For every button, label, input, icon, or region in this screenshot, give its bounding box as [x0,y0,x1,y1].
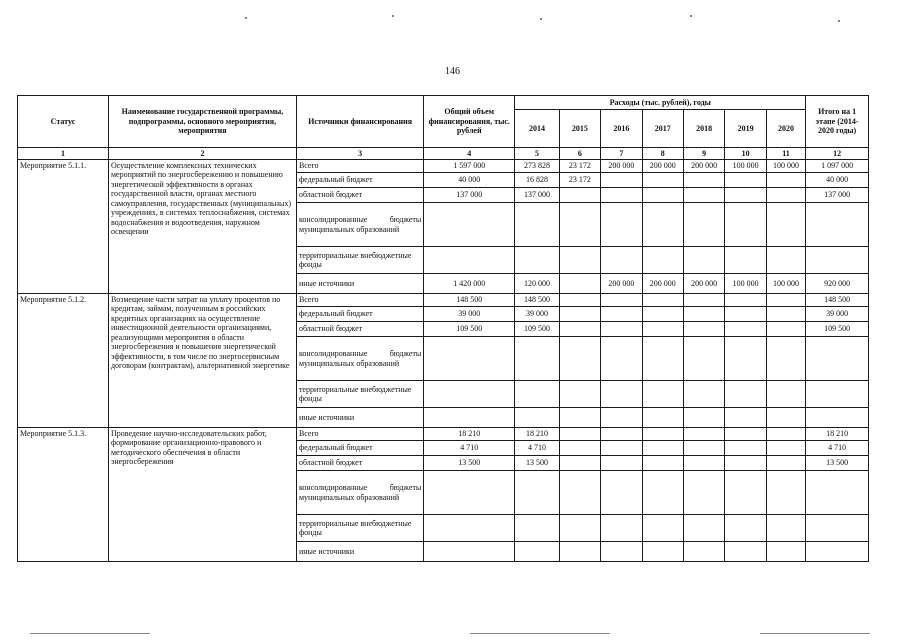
year-amount-cell [601,247,642,274]
total-funding-cell [424,247,515,274]
year-amount-cell [766,515,805,542]
header-year-2017: 2017 [642,110,683,148]
year-amount-cell [601,203,642,247]
year-amount-cell [683,441,724,456]
column-number: 6 [559,148,600,160]
year-amount-cell [559,322,600,337]
year-amount-cell [725,203,766,247]
stage-total-cell [806,247,869,274]
year-amount-cell [642,456,683,471]
column-number: 9 [683,148,724,160]
header-year-2019: 2019 [725,110,766,148]
year-amount-cell [766,456,805,471]
year-amount-cell [559,247,600,274]
year-amount-cell [683,294,724,307]
year-amount-cell [559,441,600,456]
year-amount-cell [766,381,805,408]
year-amount-cell [683,203,724,247]
total-funding-cell: 13 500 [424,456,515,471]
year-amount-cell [515,337,559,381]
stage-total-cell: 18 210 [806,428,869,441]
year-amount-cell: 13 500 [515,456,559,471]
year-amount-cell [601,188,642,203]
year-amount-cell: 200 000 [601,160,642,173]
year-amount-cell: 200 000 [601,274,642,294]
total-funding-cell: 137 000 [424,188,515,203]
scan-speck [245,17,247,19]
funding-source: территориальные внебюджетные фонды [296,381,423,408]
year-amount-cell: 100 000 [766,160,805,173]
year-amount-cell [725,408,766,428]
year-amount-cell [642,173,683,188]
year-amount-cell [515,247,559,274]
year-amount-cell [766,188,805,203]
year-amount-cell [683,428,724,441]
total-funding-cell: 148 500 [424,294,515,307]
column-number: 2 [108,148,296,160]
year-amount-cell [683,307,724,322]
year-amount-cell [725,456,766,471]
header-stage-total: Итого на 1 этапе (2014-2020 годы) [806,96,869,148]
stage-total-cell [806,542,869,562]
stage-total-cell: 137 000 [806,188,869,203]
column-number: 5 [515,148,559,160]
year-amount-cell [683,337,724,381]
table-body [18,160,869,562]
year-amount-cell: 137 000 [515,188,559,203]
year-amount-cell [559,515,600,542]
year-amount-cell [559,188,600,203]
header-year-2018: 2018 [683,110,724,148]
budget-table [17,95,869,562]
year-amount-cell: 23 172 [559,160,600,173]
year-amount-cell [515,381,559,408]
year-amount-cell [559,307,600,322]
year-amount-cell [601,337,642,381]
header-total: Общий объем финансирования, тыс. рублей [424,96,515,148]
table-header [18,96,869,160]
funding-source: территориальные внебюджетные фонды [296,247,423,274]
year-amount-cell: 39 000 [515,307,559,322]
table-row [18,160,869,173]
year-amount-cell [601,173,642,188]
year-amount-cell: 16 828 [515,173,559,188]
year-amount-cell: 100 000 [725,274,766,294]
measure-name: Возмещение части затрат на уплату процентов по кредитам, займам, полученным в российских кредитных организациях на осуществление инвестиционной деятельности организациями, реализующими мероприятия в области энергосбережения и повышения энергетической эффективности, в том числе по энергосервисным договорам (контрактам), альтернативной энергетике [108,294,296,428]
year-amount-cell [766,322,805,337]
year-amount-cell: 273 828 [515,160,559,173]
year-amount-cell [683,408,724,428]
year-amount-cell: 200 000 [683,274,724,294]
funding-source: областной бюджет [296,322,423,337]
year-amount-cell [642,471,683,515]
stage-total-cell: 109 500 [806,322,869,337]
year-amount-cell: 200 000 [642,160,683,173]
year-amount-cell [601,471,642,515]
year-amount-cell [725,337,766,381]
header-year-2020: 2020 [766,110,805,148]
year-amount-cell [642,322,683,337]
scan-speck [690,15,692,17]
year-amount-cell [601,456,642,471]
column-number: 4 [424,148,515,160]
total-funding-cell [424,542,515,562]
year-amount-cell [683,471,724,515]
funding-source: консолидированные бюджеты муниципальных образований [296,337,423,381]
total-funding-cell: 1 420 000 [424,274,515,294]
year-amount-cell [642,307,683,322]
year-amount-cell [725,381,766,408]
total-funding-cell [424,408,515,428]
year-amount-cell [766,441,805,456]
year-amount-cell [559,337,600,381]
year-amount-cell [601,542,642,562]
year-amount-cell: 200 000 [642,274,683,294]
year-amount-cell [725,515,766,542]
year-amount-cell [642,294,683,307]
header-year-2016: 2016 [601,110,642,148]
column-number: 11 [766,148,805,160]
year-amount-cell [642,247,683,274]
year-amount-cell [766,294,805,307]
year-amount-cell [601,322,642,337]
funding-source: консолидированные бюджеты муниципальных образований [296,471,423,515]
year-amount-cell [725,188,766,203]
year-amount-cell: 100 000 [725,160,766,173]
total-funding-cell [424,203,515,247]
total-funding-cell: 18 210 [424,428,515,441]
year-amount-cell [515,408,559,428]
year-amount-cell [766,542,805,562]
year-amount-cell [725,322,766,337]
year-amount-cell [601,307,642,322]
column-number: 8 [642,148,683,160]
total-funding-cell: 4 710 [424,441,515,456]
column-number: 1 [18,148,109,160]
year-amount-cell [766,173,805,188]
stage-total-cell: 39 000 [806,307,869,322]
year-amount-cell [725,542,766,562]
year-amount-cell: 200 000 [683,160,724,173]
funding-source: Всего [296,160,423,173]
year-amount-cell [601,294,642,307]
header-year-2014: 2014 [515,110,559,148]
year-amount-cell [725,441,766,456]
measure-status: Мероприятие 5.1.3. [18,428,109,562]
year-amount-cell [559,274,600,294]
total-funding-cell [424,471,515,515]
scan-speck [540,18,542,20]
table-row [18,294,869,307]
total-funding-cell [424,337,515,381]
funding-source: федеральный бюджет [296,173,423,188]
column-number: 12 [806,148,869,160]
stage-total-cell [806,381,869,408]
stage-total-cell: 920 000 [806,274,869,294]
year-amount-cell [683,542,724,562]
header-status: Статус [18,96,109,148]
funding-source: областной бюджет [296,188,423,203]
stage-total-cell: 40 000 [806,173,869,188]
year-amount-cell [766,408,805,428]
funding-source: федеральный бюджет [296,307,423,322]
year-amount-cell [683,188,724,203]
year-amount-cell [515,542,559,562]
year-amount-cell [642,188,683,203]
year-amount-cell [725,307,766,322]
scan-speck [838,20,840,22]
year-amount-cell [515,471,559,515]
column-number: 3 [296,148,423,160]
funding-source: Всего [296,294,423,307]
header-name: Наименование государственной программы, подпрограммы, основного мероприятия, мероприятия [108,96,296,148]
stage-total-cell [806,203,869,247]
year-amount-cell [559,471,600,515]
stage-total-cell: 4 710 [806,441,869,456]
funding-source: иные источники [296,274,423,294]
year-amount-cell [766,203,805,247]
year-amount-cell [683,173,724,188]
measure-status: Мероприятие 5.1.1. [18,160,109,294]
funding-source: территориальные внебюджетные фонды [296,515,423,542]
year-amount-cell [515,515,559,542]
year-amount-cell [601,408,642,428]
year-amount-cell [766,247,805,274]
year-amount-cell [725,428,766,441]
year-amount-cell [559,203,600,247]
scan-line [470,633,610,634]
year-amount-cell: 109 500 [515,322,559,337]
year-amount-cell [642,515,683,542]
funding-source: федеральный бюджет [296,441,423,456]
total-funding-cell [424,515,515,542]
year-amount-cell [725,471,766,515]
scan-line [760,633,870,634]
year-amount-cell [725,294,766,307]
funding-source: иные источники [296,542,423,562]
total-funding-cell: 39 000 [424,307,515,322]
year-amount-cell: 148 500 [515,294,559,307]
scan-line [30,633,150,634]
stage-total-cell: 13 500 [806,456,869,471]
year-amount-cell [725,247,766,274]
year-amount-cell [559,542,600,562]
year-amount-cell: 4 710 [515,441,559,456]
year-amount-cell [766,307,805,322]
stage-total-cell: 1 097 000 [806,160,869,173]
header-sources: Источники финансирования [296,96,423,148]
year-amount-cell [642,381,683,408]
stage-total-cell [806,337,869,381]
total-funding-cell: 109 500 [424,322,515,337]
year-amount-cell [642,203,683,247]
measure-name: Проведение научно-исследовательских работ, формирование организационно-правового и методического обеспечения в области энергосбережения [108,428,296,562]
column-number: 7 [601,148,642,160]
year-amount-cell [559,294,600,307]
year-amount-cell [559,408,600,428]
year-amount-cell [766,337,805,381]
year-amount-cell [683,381,724,408]
year-amount-cell [601,441,642,456]
header-year-2015: 2015 [559,110,600,148]
header-expenses: Расходы (тыс. рублей), годы [515,96,806,110]
year-amount-cell [683,322,724,337]
year-amount-cell [642,428,683,441]
year-amount-cell [559,381,600,408]
funding-source: Всего [296,428,423,441]
page-number: 146 [445,66,460,77]
funding-source: областной бюджет [296,456,423,471]
year-amount-cell [725,173,766,188]
stage-total-cell: 148 500 [806,294,869,307]
scan-speck [392,15,394,17]
year-amount-cell [683,247,724,274]
year-amount-cell [766,428,805,441]
year-amount-cell [642,441,683,456]
measure-status: Мероприятие 5.1.2. [18,294,109,428]
year-amount-cell [601,515,642,542]
year-amount-cell [559,456,600,471]
year-amount-cell [683,456,724,471]
stage-total-cell [806,408,869,428]
funding-source: консолидированные бюджеты муниципальных образований [296,203,423,247]
year-amount-cell [601,381,642,408]
stage-total-cell [806,471,869,515]
year-amount-cell [642,542,683,562]
year-amount-cell: 23 172 [559,173,600,188]
stage-total-cell [806,515,869,542]
year-amount-cell: 100 000 [766,274,805,294]
year-amount-cell [683,515,724,542]
column-number: 10 [725,148,766,160]
table-row [18,428,869,441]
total-funding-cell [424,381,515,408]
year-amount-cell: 18 210 [515,428,559,441]
year-amount-cell [559,428,600,441]
year-amount-cell: 120 000 [515,274,559,294]
year-amount-cell [642,337,683,381]
column-numbers-row [18,148,869,160]
total-funding-cell: 1 597 000 [424,160,515,173]
total-funding-cell: 40 000 [424,173,515,188]
year-amount-cell [642,408,683,428]
year-amount-cell [515,203,559,247]
funding-source: иные источники [296,408,423,428]
year-amount-cell [766,471,805,515]
measure-name: Осуществление комплексных технических мероприятий по энергосбережению и повышению энергетической эффективности в органах государственной власти, органах местного самоуправления, государственных (муниципальных) учреждениях, в системах теплоснабжения, системах водоснабжения и водоотведения, наружном освещении [108,160,296,294]
year-amount-cell [601,428,642,441]
